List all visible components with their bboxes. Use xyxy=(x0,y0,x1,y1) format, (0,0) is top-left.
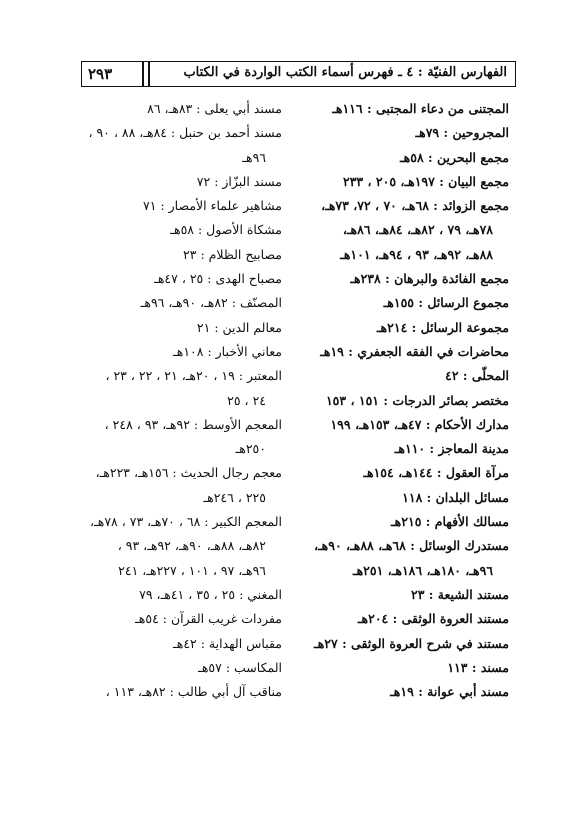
index-entry: المعجم الكبير : ٦٨ ، ٧٠هـ، ٧٣ ، ٧٨هـ، xyxy=(90,514,282,530)
index-entry-continuation: ٩٦هـ، ١٨٠هـ، ١٨٦هـ، ٢٥١هـ xyxy=(352,562,493,578)
index-entry: مستدرك الوسائل : ٦٨هـ، ٨٨هـ، ٩٠هـ، xyxy=(313,538,509,554)
index-entry: المعتبر : ١٩ ، ٢٠هـ، ٢١ ، ٢٢ ، ٢٣ ، xyxy=(105,368,282,384)
index-entry: مجموع الرسائل : ١٥٥هـ xyxy=(383,295,509,311)
index-entry-continuation: ٢٢٥ ، ٢٤٦هـ xyxy=(203,489,266,505)
index-entry: مختصر بصائر الدرجات : ١٥١ ، ١٥٣ xyxy=(325,392,509,408)
index-entry: مناقب آل أبي طالب : ٨٢هـ، ١١٣ ، xyxy=(105,684,282,700)
index-entry: مجمع الفائدة والبرهان : ٢٣٨هـ xyxy=(350,271,509,287)
page-title: الفهارس الفنيّة : ٤ ـ فهرس أسماء الكتب الواردة في الكتاب xyxy=(183,65,507,80)
index-entry: محاضرات في الفقه الجعفري : ١٩هـ xyxy=(320,343,509,359)
index-entry: مجمع البحرين : ٥٨هـ xyxy=(399,149,509,165)
index-entry: مسند أبي يعلى : ٨٣هـ، ٨٦ xyxy=(147,101,282,116)
index-entry: معاني الأخبار : ١٠٨هـ xyxy=(173,343,282,359)
index-entry: مسند : ١١٣ xyxy=(447,659,509,675)
index-entry-continuation: ٢٥٠هـ xyxy=(235,441,266,457)
header-divider xyxy=(142,61,144,87)
index-entry: مستند العروة الوثقى : ٢٠٤هـ xyxy=(357,611,509,627)
index-entry-continuation: ٩٦هـ، ٩٧ ، ١٠١ ، ٢٢٧هـ، ٢٤١ xyxy=(118,562,266,578)
index-entry: مسالك الأفهام : ٢١٥هـ xyxy=(391,514,509,530)
index-entry: المصنّف : ٨٢هـ، ٩٠هـ، ٩٦هـ xyxy=(140,295,282,311)
index-entry: مصابيح الظلام : ٢٣ xyxy=(183,246,282,262)
index-entry: مرآة العقول : ١٤٤هـ، ١٥٤هـ xyxy=(363,465,509,481)
index-entry: المغني : ٢٥ ، ٣٥ ، ٤١هـ، ٧٩ xyxy=(139,586,282,602)
index-entry: مصباح الهدى : ٢٥ ، ٤٧هـ xyxy=(154,271,282,287)
index-entry: مقباس الهداية : ٤٢هـ xyxy=(173,635,282,651)
index-entry: المجروحين : ٧٩هـ xyxy=(415,125,509,141)
index-entry-continuation: ٩٦هـ xyxy=(242,149,266,165)
index-entry: مشاهير علماء الأمصار : ٧١ xyxy=(143,198,282,214)
index-entry: مجمع الزوائد : ٦٨هـ، ٧٠ ، ٧٢، ٧٣هـ، xyxy=(321,198,509,214)
header-divider xyxy=(148,61,150,87)
index-entry: المكاسب : ٥٧هـ xyxy=(198,659,282,675)
index-entry: معجم رجال الحديث : ١٥٦هـ، ٢٢٣هـ، xyxy=(95,465,282,481)
index-entry: مسند البزّاز : ٧٢ xyxy=(196,173,282,189)
index-entry: المعجم الأوسط : ٩٢هـ، ٩٣ ، ٢٤٨ ، xyxy=(104,416,282,432)
index-entry: مجموعة الرسائل : ٢١٤هـ xyxy=(376,319,509,335)
page-header xyxy=(81,61,516,87)
index-entry: مستند في شرح العروة الوثقى : ٢٧هـ xyxy=(314,635,509,651)
index-entry: مفردات غريب القرآن : ٥٤هـ xyxy=(135,611,282,627)
index-entry: مسند أبي عوانة : ١٩هـ xyxy=(390,684,509,700)
index-entry: مشكاة الأصول : ٥٨هـ xyxy=(170,222,282,238)
index-entry: مدينة المعاجز : ١١٠هـ xyxy=(394,441,509,457)
left-column xyxy=(67,97,282,704)
right-column xyxy=(287,97,509,704)
index-entry: معالم الدين : ٢١ xyxy=(196,319,282,335)
index-entry-continuation: ٨٢هـ، ٨٨هـ، ٩٠هـ، ٩٢هـ، ٩٣ ، xyxy=(117,538,266,554)
index-entry-continuation: ٢٤ ، ٢٥ xyxy=(227,392,266,408)
index-entry: مستند الشيعة : ٢٣ xyxy=(411,586,509,602)
index-entry-continuation: ٨٨هـ، ٩٢هـ، ٩٣ ، ٩٤هـ، ١٠١هـ xyxy=(340,246,493,262)
index-entry-continuation: ٧٨هـ، ٧٩ ، ٨٢هـ، ٨٤هـ، ٨٦هـ، xyxy=(342,222,493,238)
index-entry: المجتنى من دعاء المجتبى : ١١٦هـ xyxy=(332,101,509,116)
page-number: ٢٩٣ xyxy=(88,65,113,83)
index-entry: المحلّى : ٤٢ xyxy=(445,368,509,384)
index-entry: مسائل البلدان : ١١٨ xyxy=(402,489,509,505)
index-entry: مدارك الأحكام : ٤٧هـ، ١٥٣هـ، ١٩٩ xyxy=(330,416,509,432)
index-entry: مسند أحمد بن حنبل : ٨٤هـ، ٨٨ ، ٩٠ ، xyxy=(88,125,282,141)
index-entry: مجمع البيان : ١٩٧هـ، ٢٠٥ ، ٢٣٣ xyxy=(343,173,509,189)
